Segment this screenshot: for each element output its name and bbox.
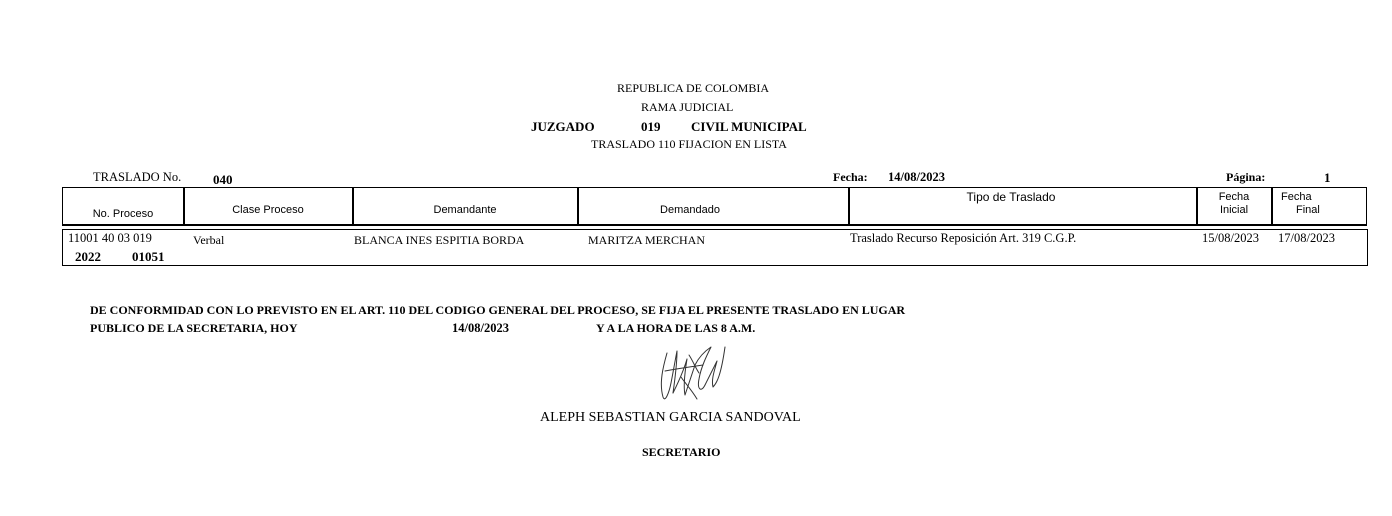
- header-fecha-final-line1: Fecha: [1281, 191, 1312, 203]
- header-demandado: Demandado: [660, 204, 720, 216]
- row-proceso-code: 11001 40 03 019: [68, 231, 152, 245]
- row-clase-proceso: Verbal: [193, 233, 225, 247]
- header-demandante: Demandante: [433, 204, 497, 216]
- pagina-value: 1: [1324, 170, 1331, 185]
- header-country: REPUBLICA DE COLOMBIA: [617, 81, 770, 95]
- row-fecha-final: 17/08/2023: [1278, 231, 1335, 245]
- table-row: [62, 229, 1368, 266]
- fecha-label: Fecha:: [833, 170, 868, 184]
- notice-line2-date: 14/08/2023: [452, 321, 509, 335]
- traslado-label: TRASLADO No.: [93, 170, 182, 184]
- header-tipo-traslado: Tipo de Traslado: [966, 190, 1056, 204]
- header-court-type: CIVIL MUNICIPAL: [691, 119, 807, 134]
- notice-line2-time: Y A LA HORA DE LAS 8 A.M.: [596, 321, 756, 335]
- row-demandado: MARITZA MERCHAN: [588, 233, 706, 247]
- signer-title: SECRETARIO: [642, 445, 721, 459]
- row-proceso-number: 01051: [132, 249, 165, 264]
- header-fecha-inicial-line1: Fecha: [1218, 191, 1250, 203]
- row-fecha-inicial: 15/08/2023: [1202, 231, 1259, 245]
- header-clase-proceso: Clase Proceso: [232, 204, 304, 216]
- header-no-proceso: No. Proceso: [92, 208, 154, 220]
- notice-line1: DE CONFORMIDAD CON LO PREVISTO EN EL ART. 110 DEL CODIGO GENERAL DEL PROCESO, SE FIJA EL PRESENTE TRASLADO EN LUGAR: [90, 303, 906, 317]
- row-tipo-traslado: Traslado Recurso Reposición Art. 319 C.G.P.: [850, 231, 1077, 245]
- traslado-value: 040: [213, 172, 233, 187]
- pagina-label: Página:: [1226, 170, 1266, 184]
- signer-name: ALEPH SEBASTIAN GARCIA SANDOVAL: [540, 410, 801, 425]
- row-proceso-year: 2022: [75, 249, 101, 264]
- header-fecha-inicial-line2: Inicial: [1219, 204, 1249, 216]
- header-fecha-final: [1273, 191, 1333, 217]
- header-fecha-inicial: [1198, 191, 1270, 217]
- header-subtitle: TRASLADO 110 FIJACION EN LISTA: [591, 137, 787, 151]
- row-demandante: BLANCA INES ESPITIA BORDA: [354, 233, 525, 247]
- fecha-value: 14/08/2023: [888, 170, 945, 184]
- header-court-label: JUZGADO: [531, 119, 595, 134]
- header-court-number: 019: [641, 119, 661, 134]
- header-fecha-final-line2: Final: [1296, 204, 1320, 216]
- signature-scribble: [655, 343, 731, 405]
- header-branch: RAMA JUDICIAL: [641, 100, 734, 114]
- notice-line2-text: PUBLICO DE LA SECRETARIA, HOY: [90, 321, 298, 335]
